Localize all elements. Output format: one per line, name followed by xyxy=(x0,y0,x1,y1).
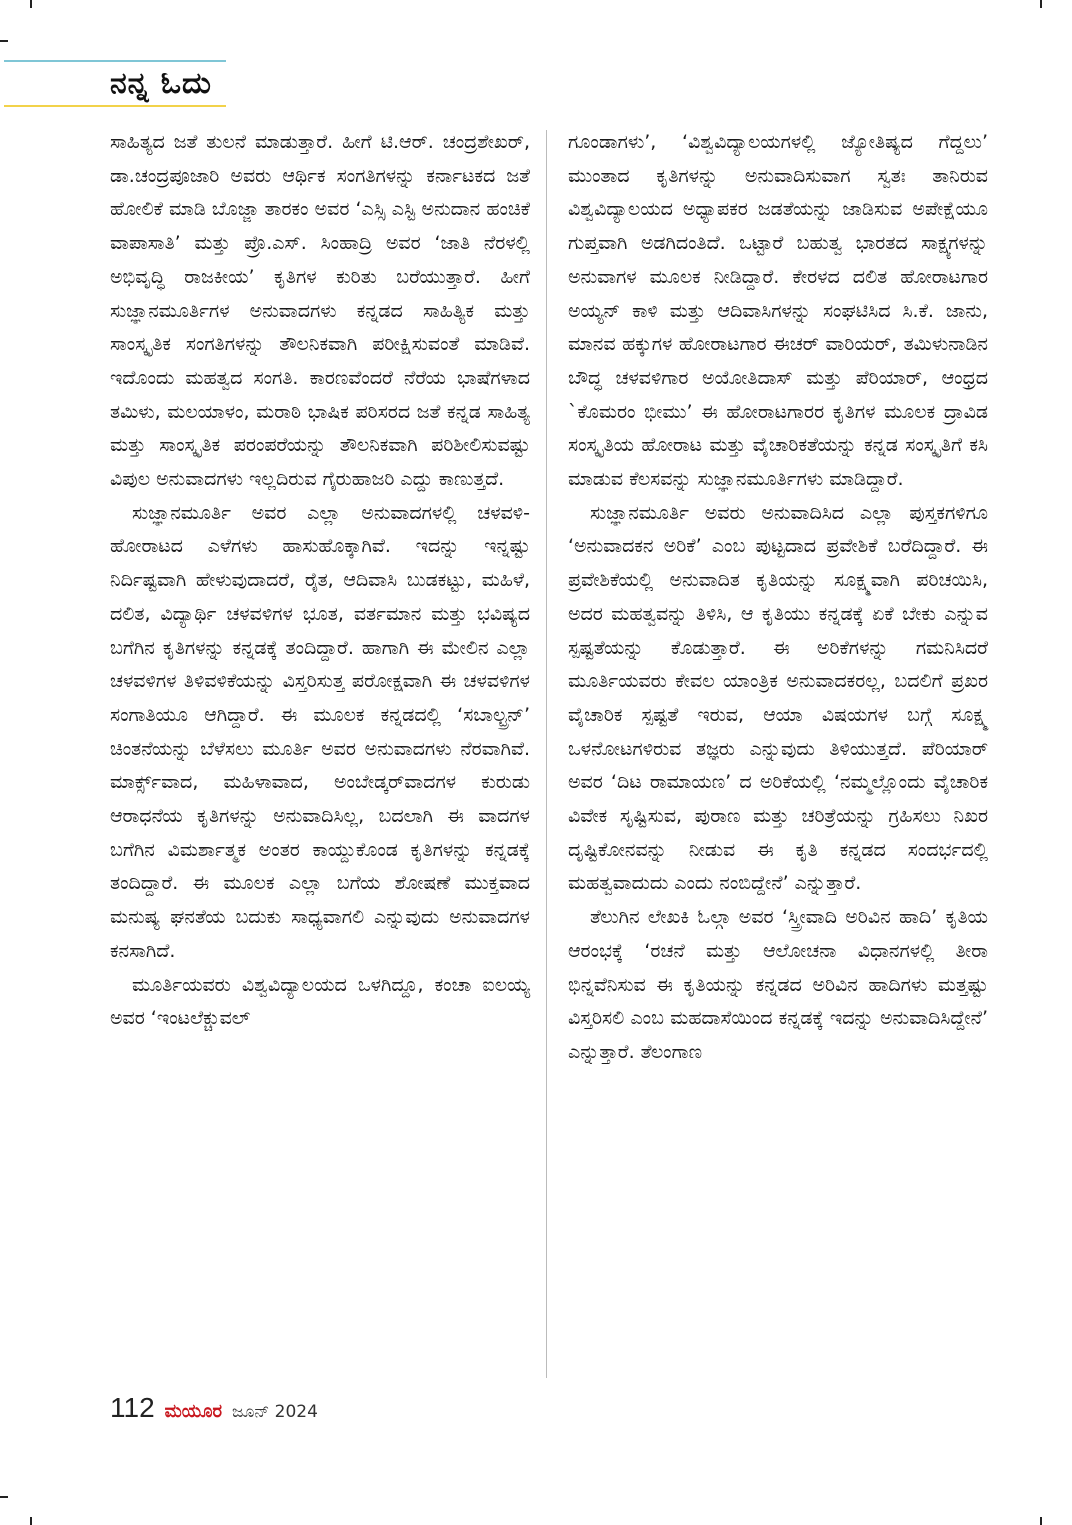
crop-mark xyxy=(0,40,8,42)
column-divider xyxy=(546,130,547,1378)
section-title: ನನ್ನ ಓದು xyxy=(110,66,212,101)
page-number: 112 xyxy=(110,1392,155,1423)
header-bottom-rule xyxy=(4,105,226,107)
crop-mark xyxy=(1040,0,1042,8)
section-header xyxy=(4,60,226,108)
paragraph: ಗೂಂಡಾಗಳು’, ‘ವಿಶ್ವವಿದ್ಯಾಲಯಗಳಲ್ಲಿ ಜ್ಯೋತಿಷ್ಯದ ಗೆದ್ದಲು’ ಮುಂತಾದ ಕೃತಿಗಳನ್ನು ಅನುವಾದಿಸುವಾಗ ಸ್ವತಃ ತಾನಿರುವ ವಿಶ್ವವಿದ್ಯಾಲಯದ ಅಧ್ಯಾಪಕರ ಜಡತೆಯನ್ನು ಜಾಡಿಸುವ ಅಪೇಕ್ಷೆಯೂ ಗುಪ್ತವಾಗಿ ಅಡಗಿದಂತಿದೆ. ಒಟ್ಟಾರೆ ಬಹುತ್ವ ಭಾರತದ ಸಾಕ್ಷ್ಯಗಳನ್ನು ಅನುವಾಗಳ ಮೂಲಕ ನೀಡಿದ್ದಾರೆ. ಕೇರಳದ ದಲಿತ ಹೋರಾಟಗಾರ ಅಯ್ಯನ್ ಕಾಳಿ ಮತ್ತು ಆದಿವಾಸಿಗಳನ್ನು ಸಂಘಟಿಸಿದ ಸಿ.ಕೆ. ಜಾನು, ಮಾನವ ಹಕ್ಕುಗಳ ಹೋರಾಟಗಾರ ಈಚರ್ ವಾರಿಯರ್, ತಮಿಳುನಾಡಿನ ಬೌದ್ಧ ಚಳವಳಿಗಾರ ಅಯೋತಿದಾಸ್ ಮತ್ತು ಪೆರಿಯಾರ್, ಆಂಧ್ರದ `ಕೊಮರಂ ಭೀಮು’ ಈ ಹೋರಾಟಗಾರರ ಕೃತಿಗಳ ಮೂಲಕ ದ್ರಾವಿಡ ಸಂಸ್ಕೃತಿಯ ಹೋರಾಟ ಮತ್ತು ವೈಚಾರಿಕತೆಯನ್ನು ಕನ್ನಡ ಸಂಸ್ಕೃತಿಗೆ ಕಸಿ ಮಾಡುವ ಕೆಲಸವನ್ನು ಸುಜ್ಞಾನಮೂರ್ತಿಗಳು ಮಾಡಿದ್ದಾರೆ. xyxy=(568,131,988,491)
crop-mark xyxy=(0,1496,8,1498)
header-top-rule xyxy=(4,60,226,62)
paragraph: ಸಾಹಿತ್ಯದ ಜತೆ ತುಲನೆ ಮಾಡುತ್ತಾರೆ. ಹೀಗೆ ಟಿ.ಆರ್. ಚಂದ್ರಶೇಖರ್, ಡಾ.ಚಂದ್ರಪೂಜಾರಿ ಅವರು ಆರ್ಥಿಕ ಸಂಗತಿಗಳನ್ನು ಕರ್ನಾಟಕದ ಜತೆ ಹೋಲಿಕೆ ಮಾಡಿ ಬೊಜ್ಜಾ ತಾರಕಂ ಅವರ ‘ಎಸ್ಸಿ ಎಸ್ಟಿ ಅನುದಾನ ಹಂಚಿಕೆ ವಾಪಾಸಾತಿ’ ಮತ್ತು ಪ್ರೊ.ಎಸ್. ಸಿಂಹಾದ್ರಿ ಅವರ ‘ಜಾತಿ ನೆರಳಲ್ಲಿ ಅಭಿವೃದ್ಧಿ ರಾಜಕೀಯ’ ಕೃತಿಗಳ ಕುರಿತು ಬರೆಯುತ್ತಾರೆ. ಹೀಗೆ ಸುಜ್ಞಾನಮೂರ್ತಿಗಳ ಅನುವಾದಗಳು ಕನ್ನಡದ ಸಾಹಿತ್ಯಿಕ ಮತ್ತು ಸಾಂಸ್ಕೃತಿಕ ಸಂಗತಿಗಳನ್ನು ತೌಲನಿಕವಾಗಿ ಪರೀಕ್ಷಿಸುವಂತೆ ಮಾಡಿವೆ. ಇದೊಂದು ಮಹತ್ವದ ಸಂಗತಿ. ಕಾರಣವೆಂದರೆ ನೆರೆಯ ಭಾಷೆಗಳಾದ ತಮಿಳು, ಮಲಯಾಳಂ, ಮರಾಠಿ ಭಾಷಿಕ ಪರಿಸರದ ಜತೆ ಕನ್ನಡ ಸಾಹಿತ್ಯ ಮತ್ತು ಸಾಂಸ್ಕೃತಿಕ ಪರಂಪರೆಯನ್ನು ತೌಲನಿಕವಾಗಿ ಪರಿಶೀಲಿಸುವಷ್ಟು ವಿಪುಲ ಅನುವಾದಗಳು ಇಲ್ಲದಿರುವ ಗೈರುಹಾಜರಿ ಎದ್ದು ಕಾಣುತ್ತದೆ. xyxy=(110,131,530,491)
crop-mark xyxy=(1040,1517,1042,1525)
page-footer xyxy=(110,1392,318,1428)
magazine-logo: ಮಯೂರ xyxy=(164,1401,223,1422)
paragraph: ಮೂರ್ತಿಯವರು ವಿಶ್ವವಿದ್ಯಾಲಯದ ಒಳಗಿದ್ದೂ, ಕಂಚಾ ಐಲಯ್ಯ ಅವರ ‘ಇಂಟಲೆಕ್ಚುವಲ್ xyxy=(110,973,530,1030)
paragraph: ತೆಲುಗಿನ ಲೇಖಕಿ ಓಲ್ಗಾ ಅವರ ‘ಸ್ತ್ರೀವಾದಿ ಅರಿವಿನ ಹಾದಿ’ ಕೃತಿಯ ಆರಂಭಕ್ಕೆ ‘ರಚನೆ ಮತ್ತು ಆಲೋಚನಾ ವಿಧಾನಗಳಲ್ಲಿ ತೀರಾ ಭಿನ್ನವೆನಿಸುವ ಈ ಕೃತಿಯನ್ನು ಕನ್ನಡದ ಅರಿವಿನ ಹಾದಿಗಳು ಮತ್ತಷ್ಟು ವಿಸ್ತರಿಸಲಿ ಎಂಬ ಮಹದಾಸೆಯಿಂದ ಕನ್ನಡಕ್ಕೆ ಇದನ್ನು ಅನುವಾದಿಸಿದ್ದೇನೆ’ ಎನ್ನುತ್ತಾರೆ. ತೆಲಂಗಾಣ xyxy=(568,906,988,1063)
crop-mark xyxy=(30,1517,32,1525)
paragraph: ಸುಜ್ಞಾನಮೂರ್ತಿ ಅವರು ಅನುವಾದಿಸಿದ ಎಲ್ಲಾ ಪುಸ್ತಕಗಳಿಗೂ ‘ಅನುವಾದಕನ ಅರಿಕೆ’ ಎಂಬ ಪುಟ್ಟದಾದ ಪ್ರವೇಶಿಕೆ ಬರೆದಿದ್ದಾರೆ. ಈ ಪ್ರವೇಶಿಕೆಯಲ್ಲಿ ಅನುವಾದಿತ ಕೃತಿಯನ್ನು ಸೂಕ್ಷ್ಮವಾಗಿ ಪರಿಚಯಿಸಿ, ಅದರ ಮಹತ್ವವನ್ನು ತಿಳಿಸಿ, ಆ ಕೃತಿಯು ಕನ್ನಡಕ್ಕೆ ಏಕೆ ಬೇಕು ಎನ್ನುವ ಸ್ಪಷ್ಟತೆಯನ್ನು ಕೊಡುತ್ತಾರೆ. ಈ ಅರಿಕೆಗಳನ್ನು ಗಮನಿಸಿದರೆ ಮೂರ್ತಿಯವರು ಕೇವಲ ಯಾಂತ್ರಿಕ ಅನುವಾದಕರಲ್ಲ, ಬದಲಿಗೆ ಪ್ರಖರ ವೈಚಾರಿಕ ಸ್ಪಷ್ಟತೆ ಇರುವ, ಆಯಾ ವಿಷಯಗಳ ಬಗ್ಗೆ ಸೂಕ್ಷ್ಮ ಒಳನೋಟಗಳಿರುವ ತಜ್ಞರು ಎನ್ನುವುದು ತಿಳಿಯುತ್ತದೆ. ಪೆರಿಯಾರ್ ಅವರ ‘ದಿಟ ರಾಮಾಯಣ’ ದ ಅರಿಕೆಯಲ್ಲಿ ‘ನಮ್ಮಲ್ಲೊಂದು ವೈಚಾರಿಕ ವಿವೇಕ ಸೃಷ್ಟಿಸುವ, ಪುರಾಣ ಮತ್ತು ಚರಿತ್ರೆಯನ್ನು ಗ್ರಹಿಸಲು ನಿಖರ ದೃಷ್ಟಿಕೋನವನ್ನು ನೀಡುವ ಈ ಕೃತಿ ಕನ್ನಡದ ಸಂದರ್ಭದಲ್ಲಿ ಮಹತ್ವವಾದುದು ಎಂದು ನಂಬಿದ್ದೇನೆ’ ಎನ್ನುತ್ತಾರೆ. xyxy=(568,501,988,895)
crop-mark xyxy=(30,0,32,8)
article-column-left xyxy=(110,126,530,1036)
article-column-right xyxy=(568,126,988,1070)
paragraph: ಸುಜ್ಞಾನಮೂರ್ತಿ ಅವರ ಎಲ್ಲಾ ಅನುವಾದಗಳಲ್ಲಿ ಚಳವಳಿ-ಹೋರಾಟದ ಎಳೆಗಳು ಹಾಸುಹೊಕ್ಕಾಗಿವೆ. ಇದನ್ನು ಇನ್ನಷ್ಟು ನಿರ್ದಿಷ್ಟವಾಗಿ ಹೇಳುವುದಾದರೆ, ರೈತ, ಆದಿವಾಸಿ ಬುಡಕಟ್ಟು, ಮಹಿಳೆ, ದಲಿತ, ವಿದ್ಯಾರ್ಥಿ ಚಳವಳಿಗಳ ಭೂತ, ವರ್ತಮಾನ ಮತ್ತು ಭವಿಷ್ಯದ ಬಗೆಗಿನ ಕೃತಿಗಳನ್ನು ಕನ್ನಡಕ್ಕೆ ತಂದಿದ್ದಾರೆ. ಹಾಗಾಗಿ ಈ ಮೇಲಿನ ಎಲ್ಲಾ ಚಳವಳಿಗಳ ತಿಳಿವಳಿಕೆಯನ್ನು ವಿಸ್ತರಿಸುತ್ತ ಪರೋಕ್ಷವಾಗಿ ಈ ಚಳವಳಿಗಳ ಸಂಗಾತಿಯೂ ಆಗಿದ್ದಾರೆ. ಈ ಮೂಲಕ ಕನ್ನಡದಲ್ಲಿ ‘ಸಬಾಲ್ಟ್ರನ್’ ಚಿಂತನೆಯನ್ನು ಬೆಳೆಸಲು ಮೂರ್ತಿ ಅವರ ಅನುವಾದಗಳು ನೆರವಾಗಿವೆ. ಮಾರ್ಕ್ಸ್‌ವಾದ, ಮಹಿಳಾವಾದ, ಅಂಬೇಡ್ಕರ್‌ವಾದಗಳ ಕುರುಡು ಆರಾಧನೆಯ ಕೃತಿಗಳನ್ನು ಅನುವಾದಿಸಿಲ್ಲ, ಬದಲಾಗಿ ಈ ವಾದಗಳ ಬಗೆಗಿನ ವಿಮರ್ಶಾತ್ಮಕ ಅಂತರ ಕಾಯ್ದುಕೊಂಡ ಕೃತಿಗಳನ್ನು ಕನ್ನಡಕ್ಕೆ ತಂದಿದ್ದಾರೆ. ಈ ಮೂಲಕ ಎಲ್ಲಾ ಬಗೆಯ ಶೋಷಣೆ ಮುಕ್ತವಾದ ಮನುಷ್ಯ ಘನತೆಯ ಬದುಕು ಸಾಧ್ಯವಾಗಲಿ ಎನ್ನುವುದು ಅನುವಾದಗಳ ಕನಸಾಗಿದೆ. xyxy=(110,501,530,962)
issue-date: ಜೂನ್ 2024 xyxy=(232,1402,318,1422)
